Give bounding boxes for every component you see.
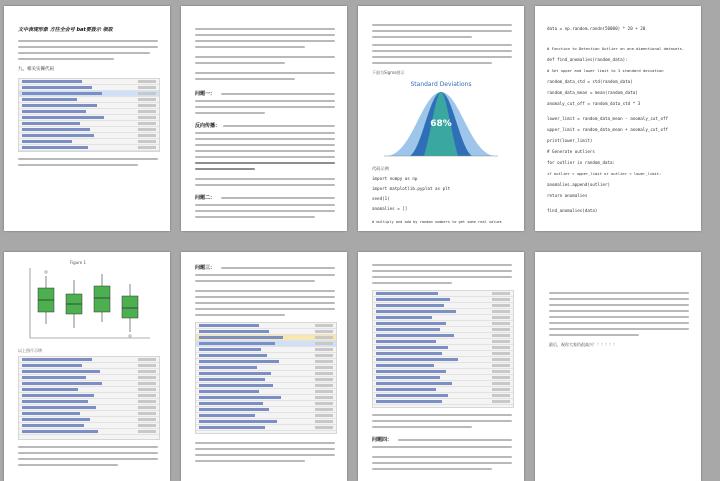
code-line: lower_limit = random_data_mean - anomaly_cut_off: [547, 116, 669, 121]
code-line: import matplotlib.pyplot as plt: [372, 186, 451, 191]
document-page-5: [4, 252, 170, 481]
code-line: data = np.random.randn(50000) * 20 + 20: [547, 26, 646, 31]
document-page-6: [181, 252, 347, 481]
heading-question-3: 问题三：: [195, 265, 216, 271]
chart-center-label: 68%: [430, 119, 452, 129]
closing-text: 最后，祝你大家仍很高兴！！！！！！: [549, 342, 617, 347]
document-page-2: [181, 6, 347, 231]
document-page-1: [4, 6, 170, 231]
code-line: 代码示例: [372, 166, 389, 171]
standard-deviation-chart: [382, 78, 500, 160]
code-line: random_data_std = std(random_data): [547, 79, 633, 84]
chart-title: Standard Deviations: [410, 81, 472, 88]
document-page-8: [535, 252, 701, 481]
code-line: anomalies = []: [372, 206, 408, 211]
screenshot-list: [372, 290, 514, 408]
code-line: import numpy as np: [372, 176, 418, 181]
code-line: return anomalies: [547, 193, 588, 198]
sigma-caption: 下面为Sigma图示: [372, 70, 405, 75]
figure-label: Figure 1: [70, 260, 87, 265]
code-line: anomalies.append(outlier): [547, 182, 611, 187]
figure-caption: 以上图片示例: [18, 348, 42, 353]
code-line: # Set upper and lower limit to 3 standard deviation: [547, 68, 664, 73]
screenshot-list: [18, 356, 160, 440]
screenshot-list: [18, 78, 160, 152]
code-line: anomaly_cut_off = random_data_std * 3: [547, 101, 641, 106]
page-title: 文中表现形象 方往全会号 bat要拨示 领取: [18, 27, 113, 33]
heading-question-1: 问题一：: [195, 91, 216, 97]
code-line: # multiply and add by random numbers to get some real values: [372, 220, 502, 224]
code-line: find_anomalies(data): [547, 208, 598, 213]
code-line: print(lower_limit): [547, 138, 593, 143]
document-page-4: [535, 6, 701, 231]
box-plot-chart: [22, 266, 154, 344]
heading-backprop: 反向传播：: [195, 123, 221, 129]
screenshot-list: [195, 322, 337, 434]
section-label: 九、相关实操代码: [18, 67, 54, 72]
heading-question-2: 问题二：: [195, 195, 216, 201]
code-line: if outlier > upper_limit or outlier < lower_limit:: [547, 171, 662, 176]
heading-question-4: 问题四：: [372, 437, 393, 443]
code-line: def find_anomalies(random_data):: [547, 57, 628, 62]
code-line: # Function to Detection Outlier on one-dimentional datasets.: [547, 46, 685, 51]
code-line: # Generate outliers: [547, 149, 595, 154]
code-line: upper_limit = random_data_mean + anomaly_cut_off: [547, 127, 669, 132]
code-line: seed(1): [372, 196, 390, 201]
code-line: for outlier in random_data:: [547, 160, 616, 165]
code-line: random_data_mean = mean(random_data): [547, 90, 638, 95]
document-page-3: [358, 6, 524, 231]
document-page-7: [358, 252, 524, 481]
